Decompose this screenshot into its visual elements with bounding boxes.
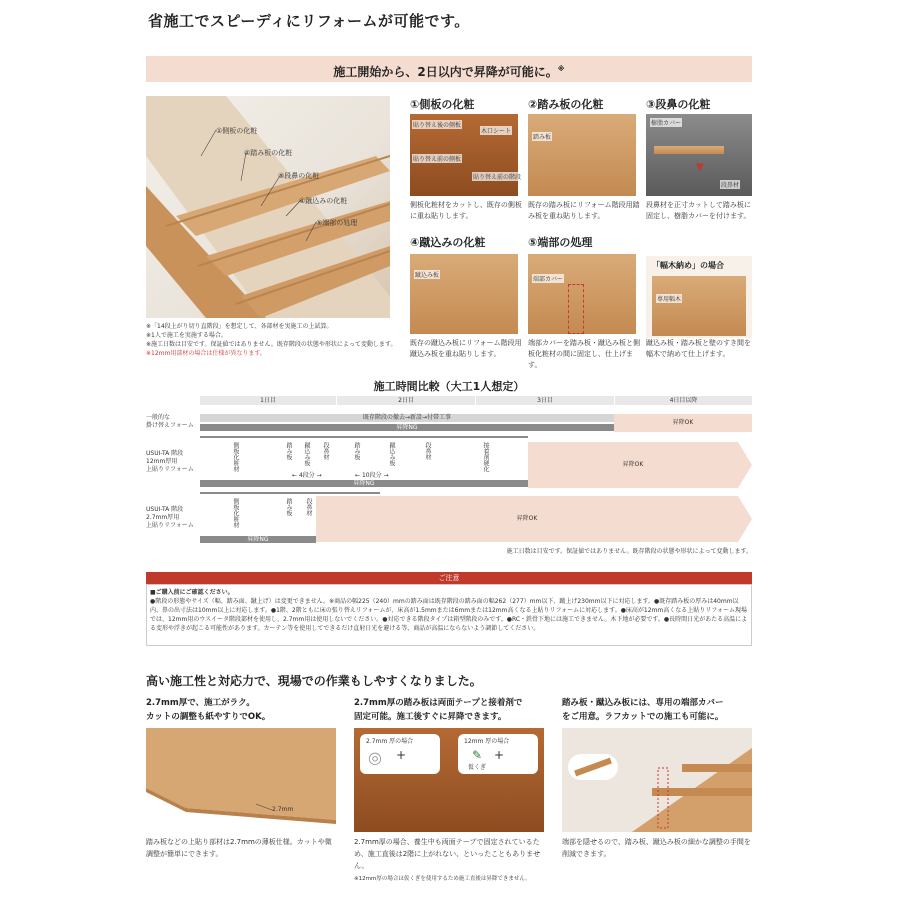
feature-desc: 2.7mm厚の場合、養生中も両面テープで固定されているため、施工直後は2階に上がれない、といったこともありません。 [354, 838, 541, 870]
tag: 木口シート [481, 128, 512, 135]
section-title: ②踏み板の化粧 [528, 98, 604, 111]
tag: 端部カバー [533, 276, 564, 283]
step-label: 段鼻材 [305, 498, 312, 516]
baseboard-box [646, 256, 752, 338]
task-bar: 既存階段の撤去→新設→付帯工事 [200, 414, 614, 422]
tag: 段鼻材 [721, 182, 740, 189]
section-desc: 既存の蹴込み板にリフォーム階段用蹴込み板を重ね貼りします。 [410, 339, 522, 358]
ok-label: 昇降OK [622, 461, 644, 468]
photo-notes [146, 322, 396, 358]
photo-note-red: ※12mm用部材の場合は仕様が異なります。 [146, 350, 266, 357]
thickness-tag: 2.7mm [272, 806, 294, 813]
tag: 蹴込み板 [415, 272, 440, 279]
timeline-note: 施工日数は目安です。保証値ではありません。既存階段の状態や形状によって変動します。 [506, 548, 752, 555]
label-side-board: ①側板の化粧 [216, 127, 258, 135]
split-label: ← 10段分 → [355, 472, 389, 479]
step-label: 踏み板 [353, 442, 360, 460]
tag: 専用幅木 [657, 296, 682, 303]
section-photo-nosing [646, 114, 752, 196]
step-label: 蹴込み板 [388, 442, 395, 466]
tag: 2.7mm 厚の場合 [366, 738, 414, 745]
section-title: ⑤端部の処理 [528, 236, 593, 249]
tag: 樹脂カバー [651, 120, 682, 127]
tag: 仮くぎ [468, 764, 487, 771]
ng-bar: 昇降NG [200, 424, 614, 431]
nail-icon: ✎ [472, 748, 483, 762]
feature-edge-cover: 踏み板・蹴込み板には、専用の端部カバー をご用意。ラフカットでの施工も可能に。 [562, 698, 724, 722]
headline-band [146, 56, 752, 82]
row-label: 一般的な 掛け替えフォーム [146, 414, 194, 429]
section-photo-edge [528, 254, 636, 334]
feature-note: ※12mm厚の場合は仮くぎを使用するため施工直後は昇降できません。 [354, 876, 531, 882]
day-header: 3日目 [476, 396, 615, 405]
label-tread: ②踏み板の化粧 [244, 149, 293, 157]
tag: 貼り替え前の側板 [413, 156, 462, 163]
step-label: 接着剤硬化 [482, 442, 489, 472]
ng-bar: 昇降NG [200, 480, 528, 487]
tag: 貼り替え後の側板 [413, 122, 462, 129]
label-nosing: ③段鼻の化粧 [278, 172, 320, 180]
page-title: 省施工でスピーディにリフォームが可能です。 [148, 12, 470, 30]
section-desc: 側板化粧材をカットし、既存の側板に重ね貼りします。 [410, 201, 522, 220]
feature-desc: 踏み板などの上貼り部材は2.7mmの薄板仕様。カットや微調整が簡単にできます。 [146, 838, 332, 858]
ok-label: 昇降OK [516, 515, 538, 522]
row-label: USUI-TA 階段 2.7mm厚用 上貼りリフォーム [146, 506, 194, 529]
section-photo-riser [410, 254, 518, 334]
timeline-title: 施工時間比較（大工1人想定） [373, 380, 525, 393]
section-desc: 段鼻材を正寸カットして踏み板に固定し、樹脂カバーを付けます。 [646, 201, 751, 220]
step-label: 側板化粧材 [232, 442, 239, 472]
tag: 踏み板 [533, 134, 552, 141]
headline-mark: ※ [557, 65, 565, 73]
section-desc: 端部カバーを踏み板・蹴込み板と側板化粧材の間に固定し、仕上げます。 [528, 339, 640, 369]
day-header: 2日目 [337, 396, 476, 405]
split-label: ← 4段分 → [292, 472, 322, 479]
stair-illustration [146, 96, 390, 318]
step-label: 蹴込み板 [303, 442, 310, 466]
plus-icon: + [396, 748, 407, 762]
ng-bar: 昇降NG [200, 536, 316, 543]
day-header: 1日目 [200, 396, 337, 405]
feature-thin: 2.7mm厚で、施工がラク。 カットの調整も紙やすりでOK。 [146, 698, 271, 722]
row-label: USUI-TA 階段 12mm厚用 上貼りリフォーム [146, 450, 194, 473]
photo-note: ※施工日数は目安です。保証値ではありません。既存階段の状態や形状によって変動します。 [146, 341, 397, 348]
feature-desc: 端部を隠せるので、踏み板、蹴込み板の細かな調整の手間を削減できます。 [562, 838, 751, 858]
arrow-down-icon: ▼ [696, 162, 704, 173]
tag: 12mm 厚の場合 [464, 738, 510, 745]
section-title: ④蹴込みの化粧 [410, 236, 486, 249]
section-photo-side [410, 114, 522, 196]
day-header: 4日目以降 [615, 396, 753, 405]
tag: 貼り替え前の階段 [473, 174, 522, 181]
step-label: 段鼻材 [424, 442, 431, 460]
section-title: 「幅木納め」の場合 [652, 261, 724, 270]
thin-board-photo [146, 728, 336, 832]
step-label: 踏み板 [285, 498, 292, 516]
photo-note: ※「14段上がり切り直階段」を想定して、各部材を実施工の上試算。 [146, 323, 333, 330]
caution-subhead: ■ご購入前にご確認ください。 [150, 589, 234, 596]
section-photo-tread [528, 114, 636, 196]
section-desc: 既存の踏み板にリフォーム階段用踏み板を重ね貼りします。 [528, 201, 640, 220]
section-photo-baseboard [652, 276, 746, 336]
photo-note: ※1人で施工を実施する場合。 [146, 332, 227, 339]
headline-text: 施工開始から、2日以内で昇降が可能に。 [333, 65, 558, 79]
section-title: ①側板の化粧 [410, 98, 475, 111]
label-edge: ⑤端部の処理 [316, 219, 358, 227]
section-desc: 蹴込み板・踏み板と壁のすき間を幅木で納めて仕上げます。 [646, 339, 751, 358]
ok-bar: 昇降OK [614, 414, 752, 432]
step-label: 踏み板 [285, 442, 292, 460]
main-stair-photo [146, 96, 390, 318]
step-label: 段鼻材 [322, 442, 329, 460]
feature-tape: 2.7mm厚の踏み板は両面テープと接着剤で 固定可能。施工後すぐに昇降できます。 [354, 698, 523, 722]
caution-box [146, 584, 752, 646]
label-riser: ④蹴込みの化粧 [299, 197, 348, 205]
bottom-heading: 高い施工性と対応力で、現場での作業もしやすくなりました。 [146, 674, 482, 688]
tape-photo [354, 728, 544, 832]
tape-roll-icon: ◎ [368, 748, 382, 767]
caution-text: ●階段の形態やサイズ（幅、踏み面、蹴上げ）は変更できません。※商品の幅225（240）mmの踏み面は既存階段の踏み面の幅262（277）mm以下、蹴上げ230mm以下に対応します。●既存踏み板の厚みは40mm以内、鼻の出寸法は10mm以上に対応します。●1階、2階ともに床の張り替えリフォームが、床高が1.5mmまたは6mmまたは12mm高くなる上貼りリフォームに対応します。●床高が12mm高くなる上貼りリフォーム現場では、12mm用のウスイータ階段部材を使用し、2.7mm用は使用しないでください。●対応できる階段タイプは箱型階段のみです。●RC・鉄骨下地には施工できません。木下地が必要です。●長時間日光があたる高温による変形や浮きが起こる可能性があります。カーテン等を使用してできるだけ直射日光を避ける等、商品が高温にならないよう調節してください。 [150, 598, 748, 632]
step-label: 側板化粧材 [232, 498, 239, 528]
section-title: ③段鼻の化粧 [646, 98, 711, 111]
edge-cover-photo [562, 728, 752, 832]
plus-icon: + [494, 748, 505, 762]
caution-header: ご注意 [146, 572, 752, 584]
